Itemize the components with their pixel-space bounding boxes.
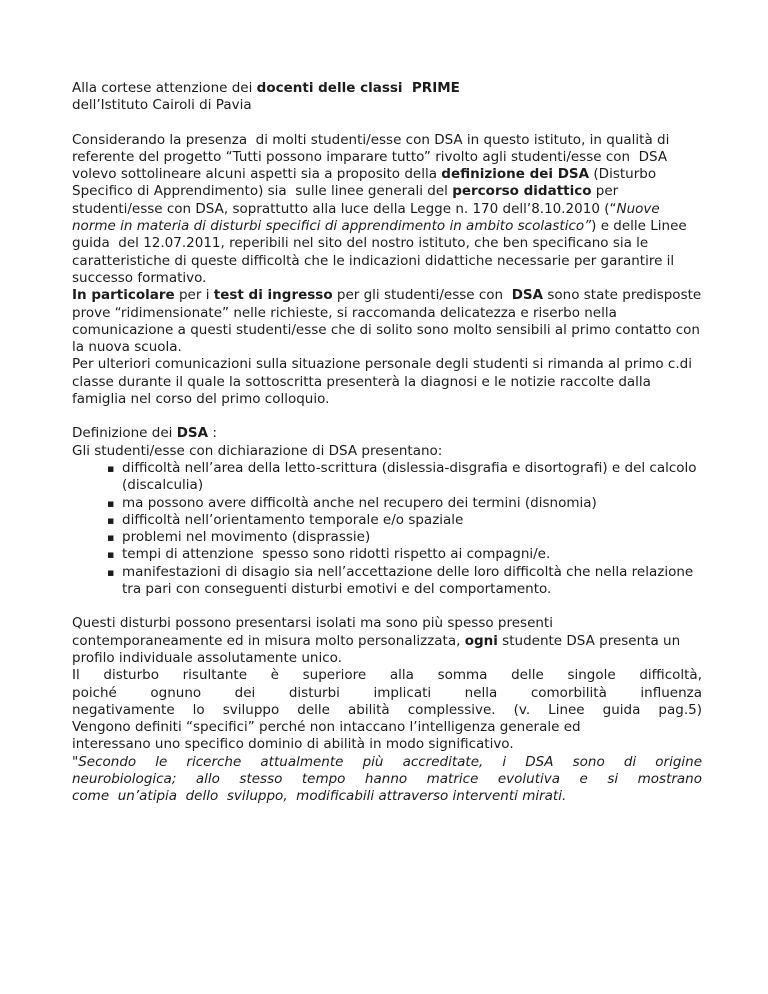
recipient-line-2: dell’Istituto Cairoli di Pavia <box>72 97 252 114</box>
paragraph-disorders <box>72 615 702 667</box>
text-segment: ma possono avere difficoltà anche nel recupero dei termini (disnomia) <box>122 494 597 511</box>
text-segment: Alla cortese attenzione dei <box>72 80 257 96</box>
text-segment: Questi disturbi possono presentarsi isolati ma sono più spesso presenti contemporaneamente ed in misura molto personalizzata, <box>72 615 558 649</box>
bullet-item <box>122 546 702 563</box>
text-segment: difficoltà nell’area della letto-scrittura (dislessia-disgrafia e disortografi) e del calcolo (discalculia) <box>122 459 701 494</box>
text-segment: : <box>208 425 217 442</box>
text-line: interessano uno specifico dominio di abilità in modo significativo. <box>72 736 514 753</box>
text-segment: ) e delle Linee guida del 12.07.2011, reperibili nel sito del nostro istituto, che ben specificano sia le caratteristiche di queste difficoltà che le indicazioni didattiche necessarie per garantire il successo formativo. <box>72 218 692 286</box>
text-line: Vengono definiti “specifici” perché non intaccano l’intelligenza generale ed <box>72 719 581 736</box>
paragraph-quote <box>72 754 702 806</box>
text-segment: In particolare <box>72 287 175 304</box>
text-line: poiché ognuno dei disturbi implicati nella comorbilità influenza <box>72 684 702 701</box>
text-segment: per gli studenti/esse con <box>332 287 512 304</box>
bullet-list <box>72 460 702 598</box>
text-segment: definizione dei DSA <box>441 166 590 183</box>
text-segment: DSA <box>511 287 544 304</box>
text-segment: Definizione dei <box>72 425 177 442</box>
text-segment: test di ingresso <box>213 287 333 304</box>
text-segment: docenti delle classi PRIME <box>256 80 460 96</box>
paragraph-entry-tests <box>72 287 706 356</box>
text-line: Il disturbo risultante è superiore alla somma delle singole difficoltà, <box>72 667 702 684</box>
paragraph-comorbidity <box>72 667 702 753</box>
text-segment: studente DSA presenta un profilo individuale assolutamente unico. <box>72 632 685 666</box>
text-segment: percorso didattico <box>452 183 592 200</box>
text-segment: (Disturbo Specifico di Apprendimento) sia sulle linee generali del <box>72 166 661 200</box>
text-segment: tempi di attenzione spesso sono ridotti rispetto ai compagni/e. <box>122 546 551 563</box>
text-segment: difficoltà nell’orientamento temporale e/o spaziale <box>122 511 464 528</box>
text-segment: Considerando la presenza di molti studenti/esse con DSA in questo istituto, in qualità di referente del progetto “Tutti possono imparare tutto” rivolto agli studenti/esse con DSA volevo sottolineare alcuni aspetti sia a proposito della <box>72 131 674 183</box>
text-segment: sono state predisposte prove “ridimensionate” nelle richieste, si raccomanda delicatezza e riserbo nella comunicazione a questi studenti/esse che di solito sono molto sensibili al primo contatto con la nuova scuola. <box>72 287 706 356</box>
text-line: neurobiologica; allo stesso tempo hanno matrice evolutiva e si mostrano <box>72 770 702 787</box>
text-segment: manifestazioni di disagio sia nell’accettazione delle loro difficoltà che nella relazione tra pari con conseguenti disturbi emotivi e del comportamento. <box>122 563 698 598</box>
bullet-item <box>122 564 702 599</box>
paragraph-followup <box>72 356 702 408</box>
bullet-item <box>122 460 702 495</box>
text-segment: Nuove norme in materia di disturbi specifici di apprendimento in ambito scolastico” <box>72 200 664 235</box>
bullet-item <box>122 529 702 546</box>
text-segment: per studenti/esse con DSA, soprattutto alla luce della Legge n. 170 dell’8.10.2010 (“ <box>72 183 623 217</box>
text-line: negativamente lo sviluppo delle abilità complessive. (v. Linee guida pag.5) <box>72 701 702 718</box>
text-line: come un’atipia dello sviluppo, modificabili attraverso interventi mirati. <box>72 788 567 805</box>
text-segment: problemi nel movimento (disprassie) <box>122 529 371 546</box>
text-segment: DSA <box>176 425 209 442</box>
text-segment: Per ulteriori comunicazioni sulla situazione personale degli studenti si rimanda al primo c.di classe durante il quale la sottoscritta presenterà la diagnosi e le notizie raccolte dalla famiglia nel corso del primo colloquio. <box>72 356 697 408</box>
bullet-item <box>122 495 702 512</box>
definition-intro: Gli studenti/esse con dichiarazione di DSA presentano: <box>72 442 443 459</box>
definition-heading <box>72 425 702 442</box>
recipient-line-1 <box>72 80 702 97</box>
text-line: "Secondo le ricerche attualmente più accreditate, i DSA sono di origine <box>72 753 702 770</box>
bullet-item <box>122 512 702 529</box>
text-segment: per i <box>174 287 214 304</box>
paragraph-intro <box>72 132 702 288</box>
text-segment: ogni <box>464 632 498 649</box>
